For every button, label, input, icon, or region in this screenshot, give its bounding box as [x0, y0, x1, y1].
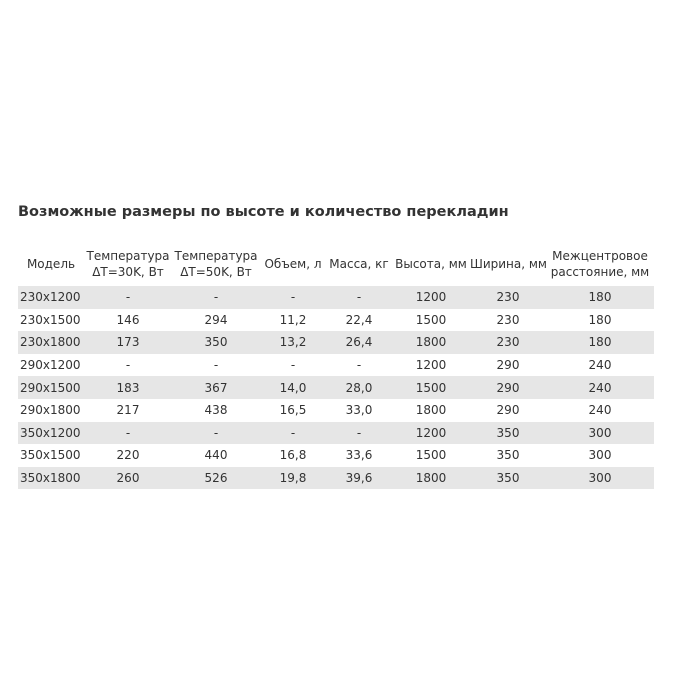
cell-mass: -	[326, 286, 392, 309]
cell-volume: -	[260, 422, 326, 445]
table-body	[18, 286, 654, 489]
cell-temperature-50k: 440	[204, 448, 228, 463]
cell-temperature-30k: 173	[84, 331, 172, 354]
cell-width: 230	[496, 312, 520, 327]
cell-height: 1800	[392, 467, 470, 490]
cell-mass: 26,4	[326, 331, 392, 354]
table-row	[18, 376, 654, 399]
cell-temperature-50k: 438	[204, 403, 228, 418]
cell-center-distance: 300	[546, 422, 654, 445]
cell-center-distance: 240	[546, 376, 654, 399]
cell-height: 1800	[392, 331, 470, 354]
table-row	[18, 331, 654, 354]
cell-model: 290x1800	[20, 403, 81, 418]
cell-mass: 33,6	[345, 448, 373, 463]
cell-center-distance: 180	[546, 331, 654, 354]
cell-width: 230	[470, 286, 546, 309]
table-row	[18, 309, 654, 332]
cell-temperature-50k: 367	[172, 376, 260, 399]
cell-mass: 33,0	[345, 403, 373, 418]
cell-mass: -	[326, 422, 392, 445]
cell-center-distance: 240	[588, 403, 612, 418]
cell-model: 230x1500	[20, 312, 81, 327]
cell-center-distance: 300	[546, 467, 654, 490]
cell-mass: 22,4	[345, 312, 373, 327]
cell-temperature-30k: -	[125, 358, 131, 373]
cell-temperature-50k: 526	[172, 467, 260, 490]
cell-temperature-50k: 350	[172, 331, 260, 354]
cell-mass: 39,6	[326, 467, 392, 490]
cell-model: 350x1200	[18, 422, 84, 445]
header-center-distance: Межцентровое расстояние, мм	[550, 249, 650, 279]
cell-temperature-30k: 260	[84, 467, 172, 490]
cell-mass: 28,0	[326, 376, 392, 399]
cell-height: 1500	[415, 448, 447, 463]
table-header-row	[18, 242, 654, 286]
table-row	[18, 422, 654, 445]
cell-width: 350	[470, 422, 546, 445]
table-row	[18, 467, 654, 490]
cell-center-distance: 180	[546, 286, 654, 309]
sizes-section	[18, 202, 654, 489]
table-row	[18, 399, 654, 422]
header-model: Модель	[26, 257, 76, 271]
cell-model: 350x1800	[18, 467, 84, 490]
cell-model: 290x1200	[20, 358, 81, 373]
cell-height: 1200	[415, 358, 447, 373]
table-row	[18, 286, 654, 309]
header-height: Высота, мм	[395, 257, 467, 271]
cell-center-distance: 240	[588, 358, 612, 373]
cell-temperature-30k: 217	[116, 403, 140, 418]
cell-temperature-50k: -	[213, 358, 219, 373]
cell-width: 290	[496, 358, 520, 373]
cell-volume: 13,2	[260, 331, 326, 354]
sizes-table	[18, 242, 654, 489]
header-mass: Масса, кг	[329, 257, 389, 271]
header-width: Ширина, мм	[470, 257, 547, 271]
header-temperature-30k: Температура ΔT=30K, Вт	[86, 249, 170, 279]
cell-volume: -	[290, 358, 296, 373]
cell-mass: -	[356, 358, 362, 373]
section-title: Возможные размеры по высоте и количество перекладин	[18, 204, 509, 220]
cell-temperature-30k: 183	[84, 376, 172, 399]
cell-model: 350x1500	[20, 448, 81, 463]
cell-center-distance: 180	[588, 312, 612, 327]
cell-temperature-30k: 220	[116, 448, 140, 463]
cell-width: 350	[470, 467, 546, 490]
cell-volume: -	[260, 286, 326, 309]
cell-temperature-30k: -	[84, 422, 172, 445]
cell-width: 230	[470, 331, 546, 354]
cell-width: 290	[470, 376, 546, 399]
cell-temperature-50k: -	[172, 422, 260, 445]
header-temperature-50k: Температура ΔT=50K, Вт	[174, 249, 258, 279]
cell-temperature-30k: -	[84, 286, 172, 309]
cell-model: 230x1800	[18, 331, 84, 354]
cell-temperature-30k: 146	[116, 312, 140, 327]
cell-center-distance: 300	[588, 448, 612, 463]
cell-volume: 14,0	[260, 376, 326, 399]
cell-height: 1200	[392, 422, 470, 445]
table-row	[18, 354, 654, 377]
table-row	[18, 444, 654, 467]
cell-model: 290x1500	[18, 376, 84, 399]
cell-volume: 19,8	[260, 467, 326, 490]
cell-volume: 11,2	[279, 312, 307, 327]
cell-height: 1800	[415, 403, 447, 418]
cell-model: 230x1200	[18, 286, 84, 309]
header-volume: Объем, л	[264, 257, 322, 271]
cell-height: 1500	[392, 376, 470, 399]
cell-volume: 16,5	[279, 403, 307, 418]
cell-height: 1200	[392, 286, 470, 309]
cell-volume: 16,8	[279, 448, 307, 463]
cell-temperature-50k: -	[172, 286, 260, 309]
cell-width: 290	[496, 403, 520, 418]
cell-temperature-50k: 294	[204, 312, 228, 327]
cell-width: 350	[496, 448, 520, 463]
cell-height: 1500	[415, 312, 447, 327]
